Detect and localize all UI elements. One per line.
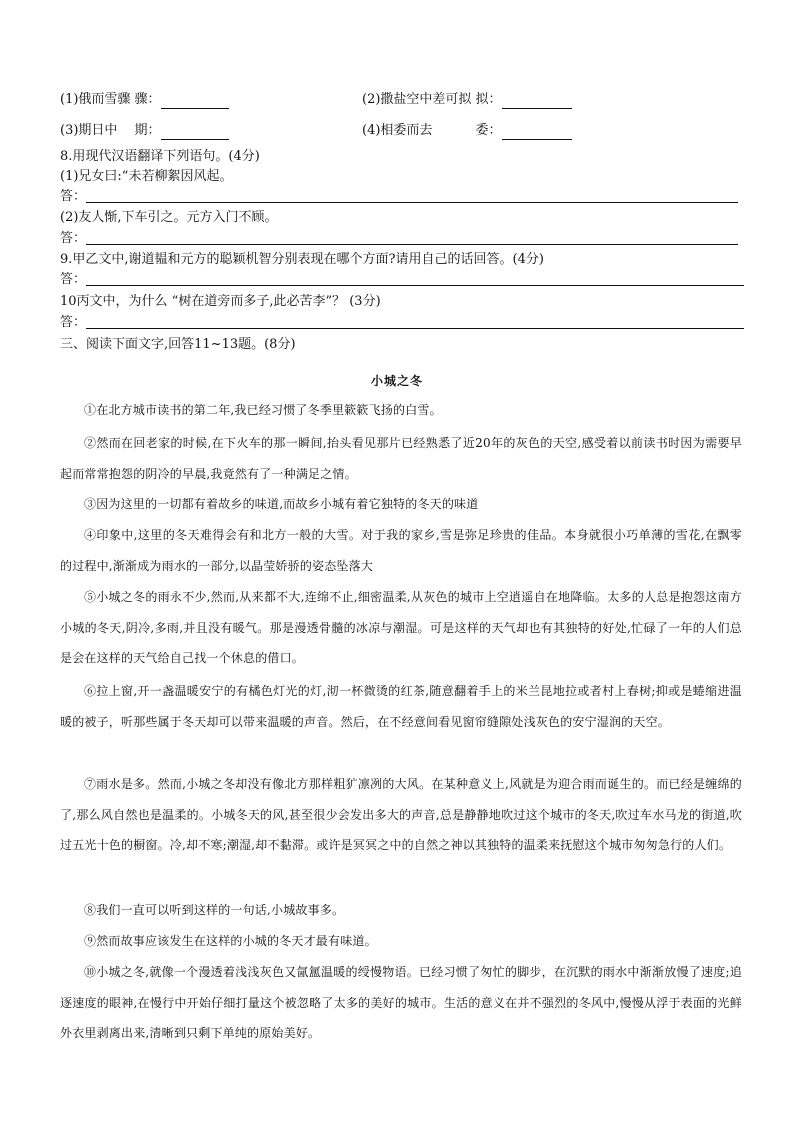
article-title: 小城之冬 bbox=[370, 374, 423, 388]
article-paragraph-8: ⑧我们一直可以听到这样的一句话,小城故事多。 bbox=[84, 903, 345, 917]
q8-sentence-1: (1)兄女曰:“未若柳絮因风起。 bbox=[60, 169, 233, 184]
answer-line[interactable] bbox=[86, 285, 744, 286]
vocab-blank[interactable] bbox=[502, 94, 572, 109]
vocab-item-4 bbox=[362, 122, 572, 140]
q8-answer-2 bbox=[60, 230, 86, 248]
answer-line[interactable] bbox=[86, 328, 744, 329]
vocab-blank[interactable] bbox=[502, 125, 572, 140]
q9-heading: 9.甲乙文中,谢道韫和元方的聪颖机智分别表现在哪个方面?请用自己的话回答。(4分) bbox=[60, 252, 544, 267]
answer-label: 答： bbox=[60, 272, 87, 287]
article-paragraph-9: ⑨然而故事应该发生在这样的小城的冬天才最有味道。 bbox=[84, 934, 377, 948]
article-paragraph-1: ①在北方城市读书的第二年,我已经习惯了冬季里簌簌飞扬的白雪。 bbox=[84, 403, 442, 417]
vocab-item-3 bbox=[60, 122, 229, 140]
article-paragraph-7: ⑦雨水是多。然而,小城之冬却没有像北方那样粗犷凛冽的大风。在某种意义上,风就是为迎合雨而诞生的。而已经是缠绵的了,那么风自然也是温柔的。小城冬天的风,甚至很少会发出多大的声音,总是静静地吹过这个城市的冬天,吹过车水马龙的街道,吹过五光十色的橱窗。冷,却不寒;潮湿,却不黏滞。或许是冥冥之中的自然之神以其独特的温柔来抚慰这个城市匆匆急行的人们。 bbox=[60, 777, 742, 852]
vocab-prompt: (3)期日中 期： bbox=[60, 123, 161, 138]
q8-heading: 8.用现代汉语翻译下列语句。(4分) bbox=[60, 149, 260, 164]
article-paragraph-5: ⑤小城之冬的雨永不少,然而,从来都不大,连绵不止,细密温柔,从灰色的城市上空逍遥自在地降临。太多的人总是抱怨这南方小城的冬天,阴冷,多雨,并且没有暖气。那是漫透骨髓的冰凉与潮湿。可是这样的天气却也有其独特的好处,忙碌了一年的人们总是会在这样的天气给自己找一个休息的借口。 bbox=[60, 590, 742, 665]
vocab-prompt: (1)俄而雪骤 骤： bbox=[60, 92, 161, 107]
article-paragraph-6: ⑥拉上窗,开一盏温暖安宁的有橘色灯光的灯,沏一杯微烫的红茶,随意翻着手上的米兰昆地拉或者村上春树;抑或是蜷缩进温暖的被子，听那些属于冬天却可以带来温暖的声音。然后，在不经意间看见窗帘缝隙处浅灰色的安宁湿润的天空。 bbox=[60, 684, 742, 729]
article-paragraph-2: ②然而在回老家的时候,在下火车的那一瞬间,抬头看见那片已经熟悉了近20年的灰色的天空,感受着以前读书时因为需要早起而常常抱怨的阴冷的早晨,我竟然有了一种满足之情。 bbox=[60, 436, 742, 481]
vocab-blank[interactable] bbox=[161, 125, 229, 140]
article-paragraph-10: ⑩小城之冬,就像一个漫透着浅浅灰色又氤氲温暖的绶慢物语。已经习惯了匆忙的脚步，在沉默的雨水中渐渐放慢了速度;追逐速度的眼神,在慢行中开始仔细打量这个被忽略了太多的美好的城市。生活的意义在并不强烈的冬风中,慢慢从浮于表面的光鲜外衣里剥离出来,清晰到只剩下单纯的原始美好。 bbox=[60, 965, 742, 1040]
answer-line[interactable] bbox=[86, 244, 738, 245]
q9-answer bbox=[60, 271, 86, 289]
vocab-blank[interactable] bbox=[161, 94, 229, 109]
vocab-prompt: (4)相委而去 委： bbox=[362, 123, 502, 138]
q8-answer-1 bbox=[60, 188, 86, 206]
section-3-heading: 三、阅读下面文字,回答11~13题。(8分) bbox=[60, 337, 296, 352]
vocab-item-2 bbox=[362, 91, 572, 109]
q10-answer bbox=[60, 314, 86, 332]
answer-line[interactable] bbox=[86, 202, 738, 203]
q8-sentence-2: (2)友人惭,下车引之。元方入门不顾。 bbox=[60, 210, 278, 225]
vocab-item-1 bbox=[60, 91, 229, 109]
q10-heading: 10丙文中，为什么 “树在道旁而多子,此必苦李”？ (3分) bbox=[60, 294, 381, 309]
answer-label: 答： bbox=[60, 315, 87, 330]
answer-label: 答： bbox=[60, 231, 87, 246]
article-paragraph-4: ④印象中,这里的冬天难得会有和北方一般的大雪。对于我的家乡,雪是弥足珍贵的佳品。本身就很小巧单薄的雪花,在飘零的过程中,渐渐成为雨水的一部分,以晶莹娇骄的姿态坠落大 bbox=[60, 528, 742, 573]
vocab-prompt: (2)撒盐空中差可拟 拟： bbox=[362, 92, 502, 107]
answer-label: 答： bbox=[60, 189, 87, 204]
article-paragraph-3: ③因为这里的一切都有着故乡的味道,而故乡小城有着它独特的冬天的味道 bbox=[84, 497, 479, 511]
